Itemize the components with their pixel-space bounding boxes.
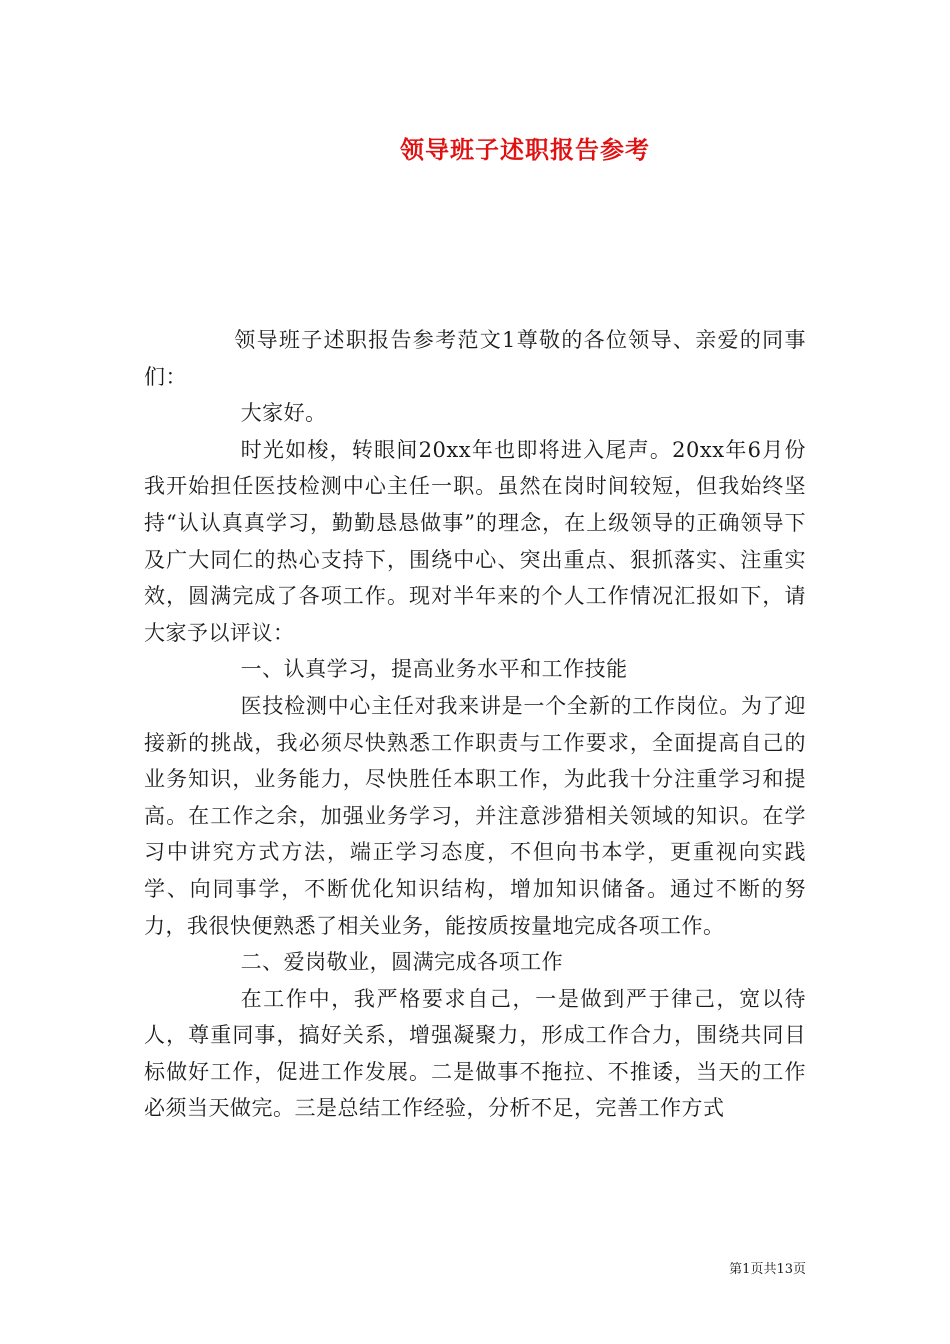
paragraph-hello: 大家好。 <box>240 401 327 426</box>
section-heading-1: 一、认真学习，提高业务水平和工作技能 <box>240 657 628 682</box>
paragraph-study: 医技检测中心主任对我来讲是一个全新的工作岗位。为了迎接新的挑战，我必须尽快熟悉工作职责与工作要求，全面提高自己的业务知识，业务能力，尽快胜任本职工作，为此我十分注重学习和提高。在工作之余，加强业务学习，并注意涉猎相关领域的知识。在学习中讲究方式方法，端正学习态度，不但向书本学，更重视向实践学、向同事学，不断优化知识结构，增加知识储备。通过不断的努力，我很快便熟悉了相关业务，能按质按量地完成各项工作。 <box>144 693 806 938</box>
document-body <box>144 322 806 1127</box>
document-title: 领导班子述职报告参考 <box>400 135 650 164</box>
page-number: 第1页共13页 <box>729 1262 806 1277</box>
paragraph-intro: 时光如梭，转眼间20xx年也即将进入尾声。20xx年6月份我开始担任医技检测中心主任一职。虽然在岗时间较短，但我始终坚持“认认真真学习，勤勤恳恳做事”的理念，在上级领导的正确领导下及广大同仁的热心支持下，围绕中心、突出重点、狠抓落实、注重实效，圆满完成了各项工作。现对半年来的个人工作情况汇报如下，请大家予以评议： <box>144 437 806 645</box>
section-heading-2: 二、爱岗敬业，圆满完成各项工作 <box>240 950 564 975</box>
paragraph-greeting: 领导班子述职报告参考范文1尊敬的各位领导、亲爱的同事们： <box>144 328 806 389</box>
paragraph-work: 在工作中，我严格要求自己，一是做到严于律己，宽以待人，尊重同事，搞好关系，增强凝聚力，形成工作合力，围绕共同目标做好工作，促进工作发展。二是做事不拖拉、不推诿，当天的工作必须当天做完。三是总结工作经验，分析不足，完善工作方式 <box>144 986 806 1121</box>
